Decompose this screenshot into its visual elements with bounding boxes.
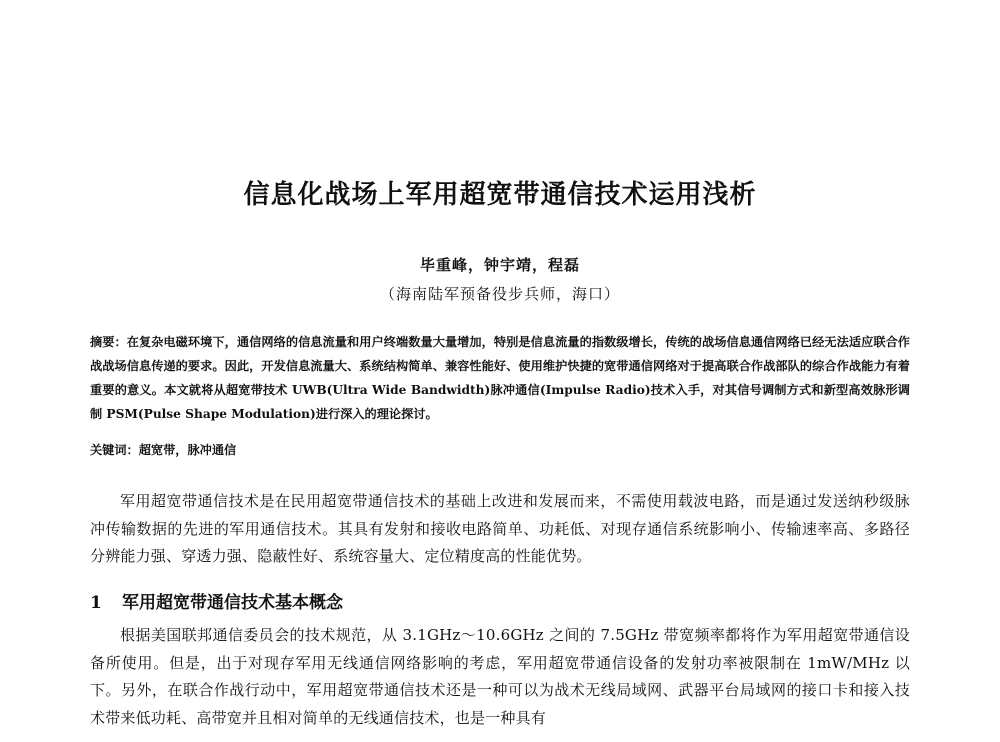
author-list: 毕重峰，钟宇靖，程磊 — [419, 256, 580, 274]
intro-paragraph: 军用超宽带通信技术是在民用超宽带通信技术的基础上改进和发展而来，不需使用载波电路，而是通过发送纳秒级脉冲传输数据的先进的军用通信技术。其具有发射和接收电路简单、功耗低、对现存通信系统影响小、传输速率高、多路径分辨能力强、穿透力强、隐蔽性好、系统容量大、定位精度高的性能优势。 — [90, 492, 910, 565]
paper-title: 信息化战场上军用超宽带通信技术运用浅析 — [243, 180, 757, 210]
abstract-label: 摘要： — [90, 335, 127, 349]
section-paragraph: 根据美国联邦通信委员会的技术规范，从 3.1GHz～10.6GHz 之间的 7.5GHz 带宽频率都将作为军用超宽带通信设备所使用。但是，出于对现存军用无线通信网络影响的考虑，军用超宽带通信设备的发射功率被限制在 1mW/MHz 以下。另外，在联合作战行动中，军用超宽带通信技术还是一种可以为战术无线局域网、武器平台局域网的接口卡和接入技术带来低功耗、高带宽并且相对简单的无线通信技术，也是一种具有 — [90, 626, 910, 727]
keywords-text: 超宽带，脉冲通信 — [138, 443, 237, 457]
abstract-text: 在复杂电磁环境下，通信网络的信息流量和用户终端数量大量增加，特别是信息流量的指数级增长，传统的战场信息通信网络已经无法适应联合作战战场信息传递的要求。因此，开发信息流量大、系统结构简单、兼容性能好、使用维护快捷的宽带通信网络对于提高联合作战部队的综合作战能力有着重要的意义。本文就将从超宽带技术 UWB(Ultra Wide Bandwidth)脉冲通信(Impulse Radio)技术入手，对其信号调制方式和新型高效脉形调制 PSM(Pulse Shape Modulation)进行深入的理论探讨。 — [90, 335, 910, 421]
abstract-block — [90, 330, 910, 426]
section-title: 军用超宽带通信技术基本概念 — [122, 593, 343, 613]
keywords-label: 关键词： — [90, 443, 139, 457]
section-number: 1 — [90, 593, 102, 613]
author-affiliation: （海南陆军预备役步兵师，海口） — [379, 285, 620, 303]
section-heading — [90, 588, 910, 613]
keywords-block — [90, 438, 910, 462]
